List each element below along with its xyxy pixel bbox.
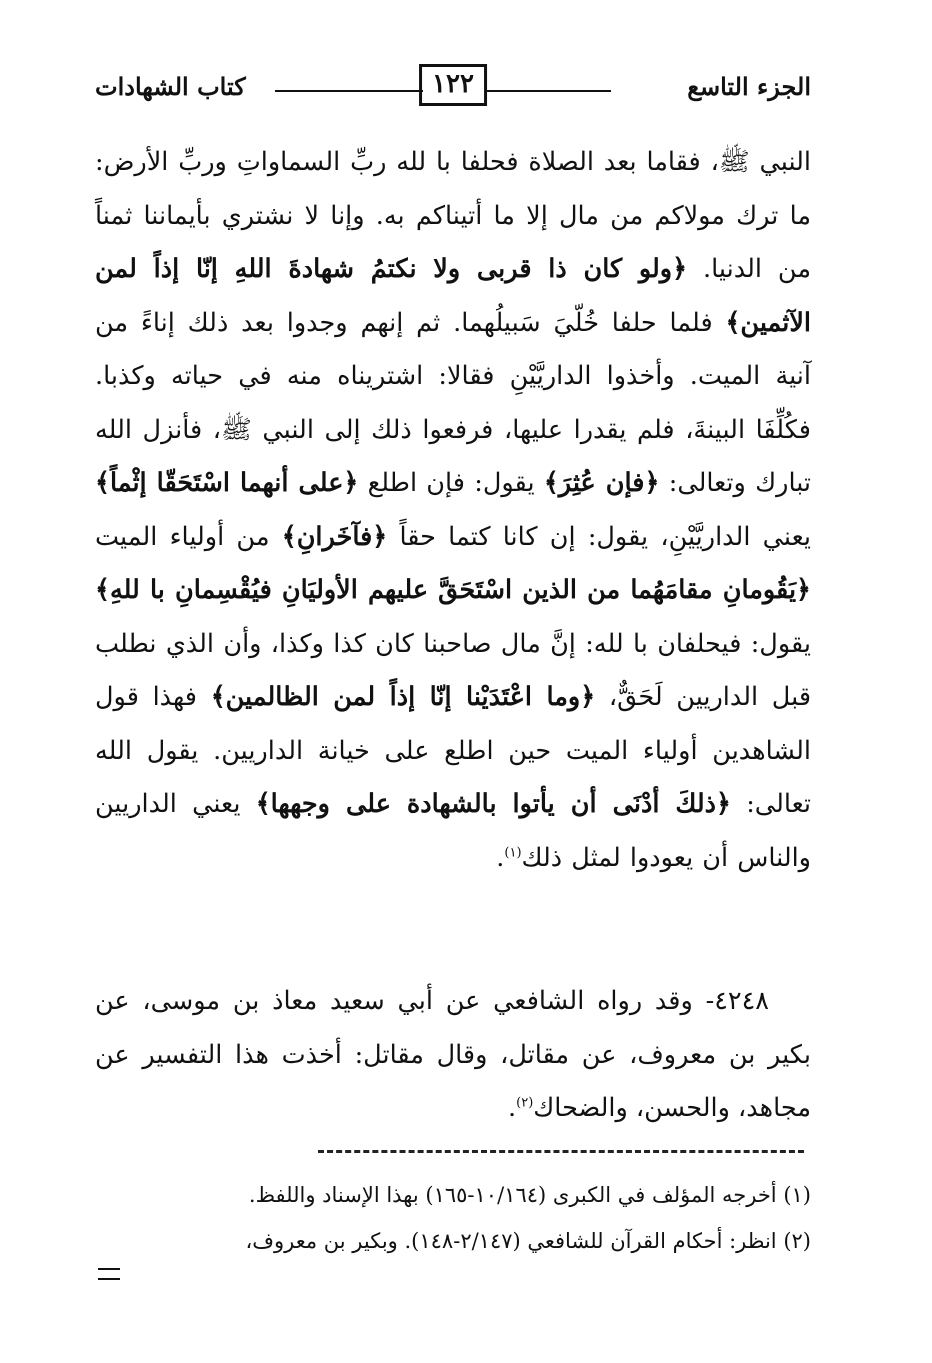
text-run: فهذا قول الشاهدين أولياء الميت حين اطلع على خيانة الداريين. يقول الله تعالى: [95,682,812,819]
main-text [95,136,811,885]
header-rule-left [275,90,423,92]
book-title: كتاب الشهادات [95,72,246,101]
quran-verse: ﴿فآخَرانِ﴾ [281,521,388,552]
text-run: يعني الداريَّيْنِ، يقول: إن كانا كتما حقاً [399,521,811,552]
quran-verse: ﴿فإن عُثِرَ﴾ [543,468,660,498]
text-run: . [496,842,505,873]
narration-text: ٤٢٤٨- وقد رواه الشافعي عن أبي سعيد معاذ بن موسى، عن بكير بن معروف، عن مقاتل، وقال مقاتل: أخذت هذا التفسير عن مجاهد، والحسن، والضحاك [95,986,811,1123]
footnotes [95,1172,811,1264]
text-run: يعني الداريين والناس أن يعودوا لمثل ذلك [95,789,811,873]
main-paragraph [95,136,811,885]
quran-verse: ﴿على أنهما اسْتَحَقّا إثْماً﴾ [95,468,359,498]
text-run: النبي ﷺ، فقاما بعد الصلاة فحلفا با لله ربِّ السماواتِ وربِّ الأرض: ما ترك مولاكم من مال إلا ما أتيناكم به. وإنا لا نشتري بأيماننا ثمناً من الدنيا. [95,147,812,284]
page-number: ١٢٢ [419,64,487,106]
text-run: يقول: فإن اطلع [367,468,535,498]
text-run: يقول: فيحلفان با لله: إنَّ مال صاحبنا كان كذا وكذا، وأن الذي نطلب قبل الداريين لَحَقٌّ، [95,628,812,712]
footnote-separator [318,1150,804,1153]
narration-paragraph [95,975,811,1136]
text-run: . [508,1093,517,1123]
footnote-ref[interactable]: (٢) [516,1095,534,1111]
running-header [95,60,811,116]
narration-block [95,975,811,1136]
quran-verse: ﴿وما اعْتَدَيْنا إنّا إذاً لمن الظالمين﴾ [210,682,596,712]
quran-verse: ﴿ذلكَ أدْنَى أن يأتوا بالشهادة على وجهها﴾ [255,789,731,819]
text-run: فلما حلفا خُلّيَ سَبيلُهما. ثم إنهم وجدوا بعد ذلك إناءً من آنية الميت. وأخذوا الداريَّيْنِ فقالا: اشتريناه منه في حياته وكذبا. فكُلِّفَا البينةَ، فلم يقدرا عليها، فرفعوا ذلك إلى النبي ﷺ، فأنزل الله تبارك وتعالى: [95,307,811,498]
text-run: من أولياء الميت [95,521,270,552]
footnote-1: (١) أخرجه المؤلف في الكبرى (١٠/١٦٤-١٦٥) بهذا الإسناد واللفظ. [248,1183,811,1207]
quran-verse: ﴿يَقُومانِ مقامَهُما من الذين اسْتَحَقَّ عليهم الأوليَانِ فيُقْسِمانِ با للهِ﴾ [95,575,811,605]
footnote-2: (٢) انظر: أحكام القرآن للشافعي (٢/١٤٧-١٤٨). وبكير بن معروف، [245,1229,811,1253]
volume-title: الجزء التاسع [687,72,811,101]
header-rule-right [471,90,611,92]
footnote-ref[interactable]: (١) [504,845,522,860]
quran-verse: ﴿ولو كان ذا قربى ولا نكتمُ شهادةَ اللهِ إنّا إذاً لمن الآثمين﴾ [95,254,811,338]
continuation-mark [98,1268,120,1280]
